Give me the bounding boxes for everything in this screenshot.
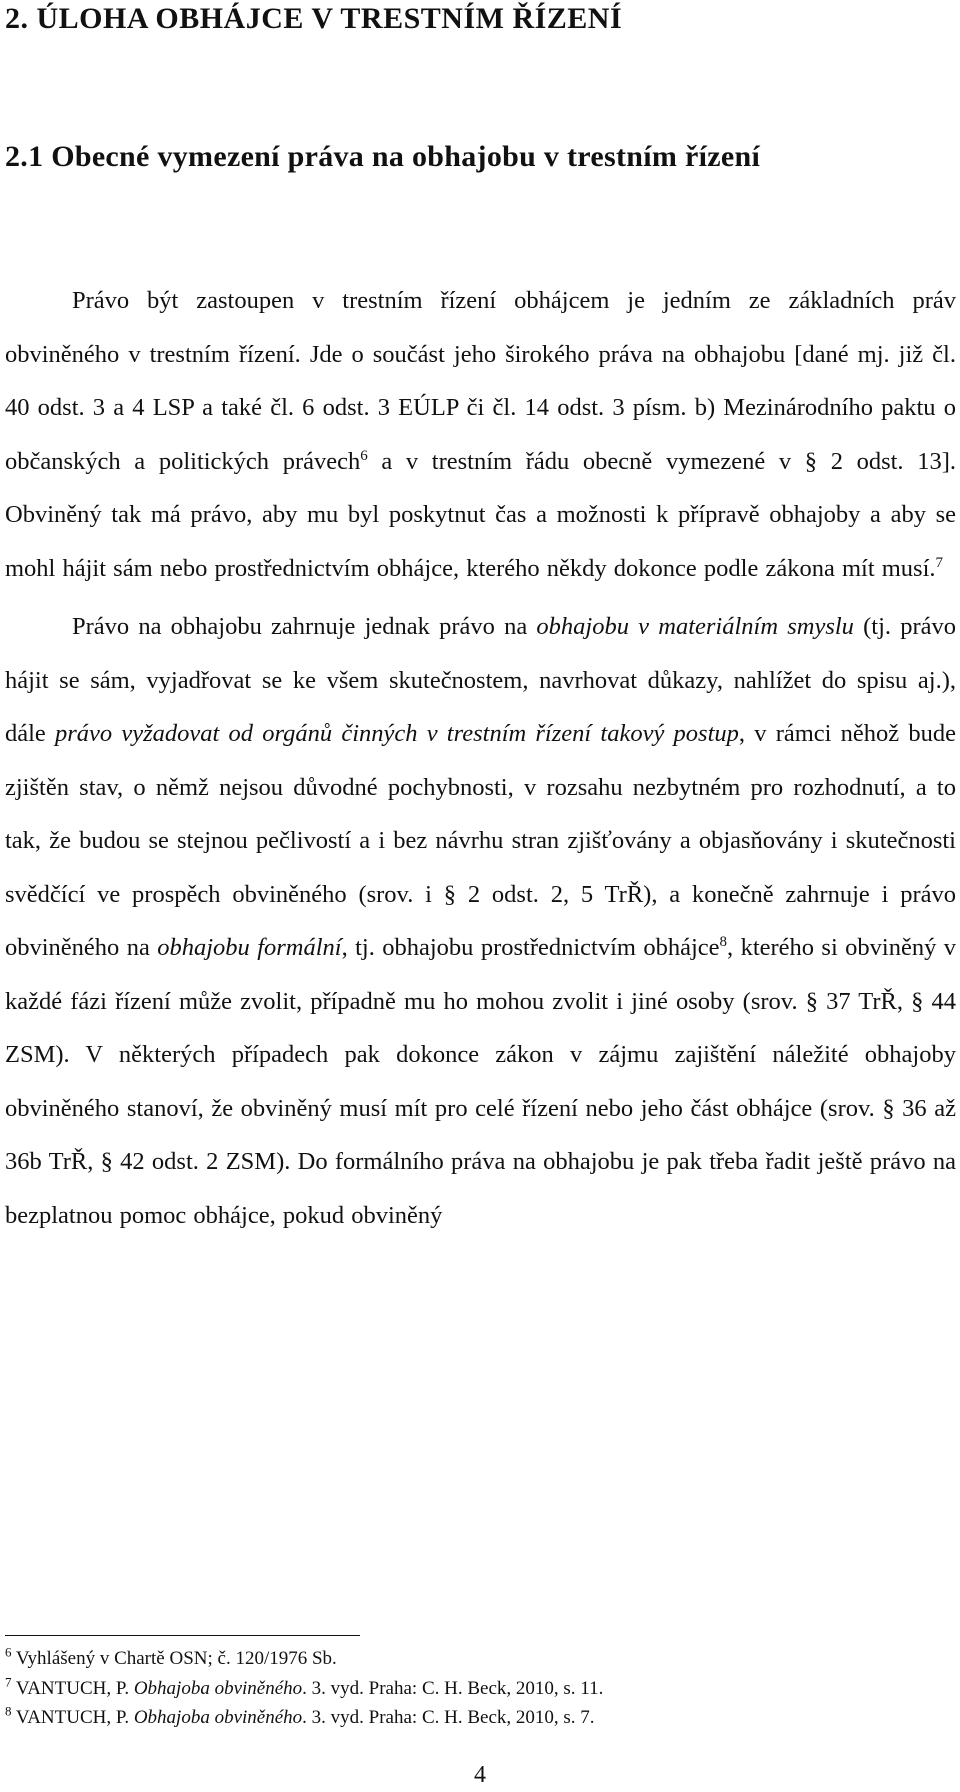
section-heading: 2.1 Obecné vymezení práva na obhajobu v trestním řízení	[5, 140, 761, 173]
footnote-number: 7	[5, 1674, 12, 1690]
paragraph-2-italic-c: obhajobu formální	[157, 934, 342, 961]
paragraph-2-text-c: , v rámci něhož bude zjištěn stav, o němž nejsou důvodné pochybnosti, v rozsahu nezbytném pro rozhodnutí, a to tak, že budou se stejnou pečlivostí a i bez návrhu stran zjišťovány a objasňovány i skutečnosti svědčící ve prospěch obviněného (srov. i § 2 odst. 2, 5 TrŘ), a konečně zahrnuje i právo obviněného na	[5, 720, 956, 961]
footnote-ref-6: 6	[360, 447, 368, 464]
footnotes	[5, 1644, 955, 1733]
footnote-text-end: . 3. vyd. Praha: C. H. Beck, 2010, s. 7.	[302, 1707, 595, 1728]
paragraph-2-text-a: Právo na obhajobu zahrnuje jednak právo na	[72, 613, 537, 640]
paragraph-2-italic-b: právo vyžadovat od orgánů činných v trestním řízení takový postup	[55, 720, 739, 747]
paragraph-2-italic-a: obhajobu v materiálním smyslu	[536, 613, 854, 640]
paragraph-1	[5, 274, 956, 595]
footnote-text: VANTUCH, P.	[15, 1707, 134, 1728]
footnote	[5, 1703, 955, 1733]
footnote-number: 6	[5, 1644, 12, 1660]
footnote-number: 8	[5, 1703, 12, 1719]
paragraph-2-text-b: (tj. právo hájit se sám, vyjadřovat se ke všem skutečnostem, navrhovat důkazy, nahlížet do spisu aj.), dále	[5, 613, 957, 747]
footnote-text: VANTUCH, P.	[15, 1677, 134, 1699]
paragraph-2	[5, 600, 956, 1242]
paragraph-2-text-d: , tj. obhajobu prostřednictvím obhájce	[341, 934, 720, 961]
footnote	[5, 1674, 955, 1704]
footnote-ref-7: 7	[935, 554, 944, 571]
footnote-title: Obhajoba obviněného	[133, 1677, 303, 1699]
footnote-ref-8: 8	[719, 933, 728, 950]
footnote-text: Vyhlášený v Chartě OSN; č. 120/1976 Sb.	[15, 1648, 337, 1669]
footnote	[5, 1644, 955, 1674]
footnote-separator	[5, 1635, 360, 1636]
paragraph-1-text-a: Právo být zastoupen v trestním řízení obhájcem je jedním ze základních práv obviněného v trestním řízení. Jde o součást jeho širokého práva na obhajobu [dané mj. již čl. 40 odst. 3 a 4 LSP a také čl. 6 odst. 3 EÚLP či čl. 14 odst. 3 písm. b) Mezinárodního paktu o občanských a politických právech	[5, 287, 956, 475]
chapter-heading: 2. ÚLOHA OBHÁJCE V TRESTNÍM ŘÍZENÍ	[5, 2, 623, 35]
page-number: 4	[474, 1762, 486, 1788]
footnote-text-end: . 3. vyd. Praha: C. H. Beck, 2010, s. 11.	[302, 1677, 604, 1699]
body-text	[5, 274, 956, 1242]
paragraph-1-text-b: a v trestním řádu obecně vymezené v § 2 odst. 13]. Obviněný tak má právo, aby mu byl poskytnut čas a možnosti k přípravě obhajoby a aby se mohl hájit sám nebo prostřednictvím obhájce, kterého někdy dokonce podle zákona mít musí.	[5, 447, 956, 582]
paragraph-2-text-e: , kterého si obviněný v každé fázi řízení může zvolit, případně mu ho mohou zvolit i jiné osoby (srov. § 37 TrŘ, § 44 ZSM). V některých případech pak dokonce zákon v zájmu zajištění náležité obhajoby obviněného stanoví, že obviněný musí mít pro celé řízení nebo jeho část obhájce (srov. § 36 až 36b TrŘ, § 42 odst. 2 ZSM). Do formálního práva na obhajobu je pak třeba řadit ještě právo na bezplatnou pomoc obhájce, pokud obviněný	[5, 934, 956, 1229]
footnote-title: Obhajoba obviněného	[133, 1707, 303, 1728]
